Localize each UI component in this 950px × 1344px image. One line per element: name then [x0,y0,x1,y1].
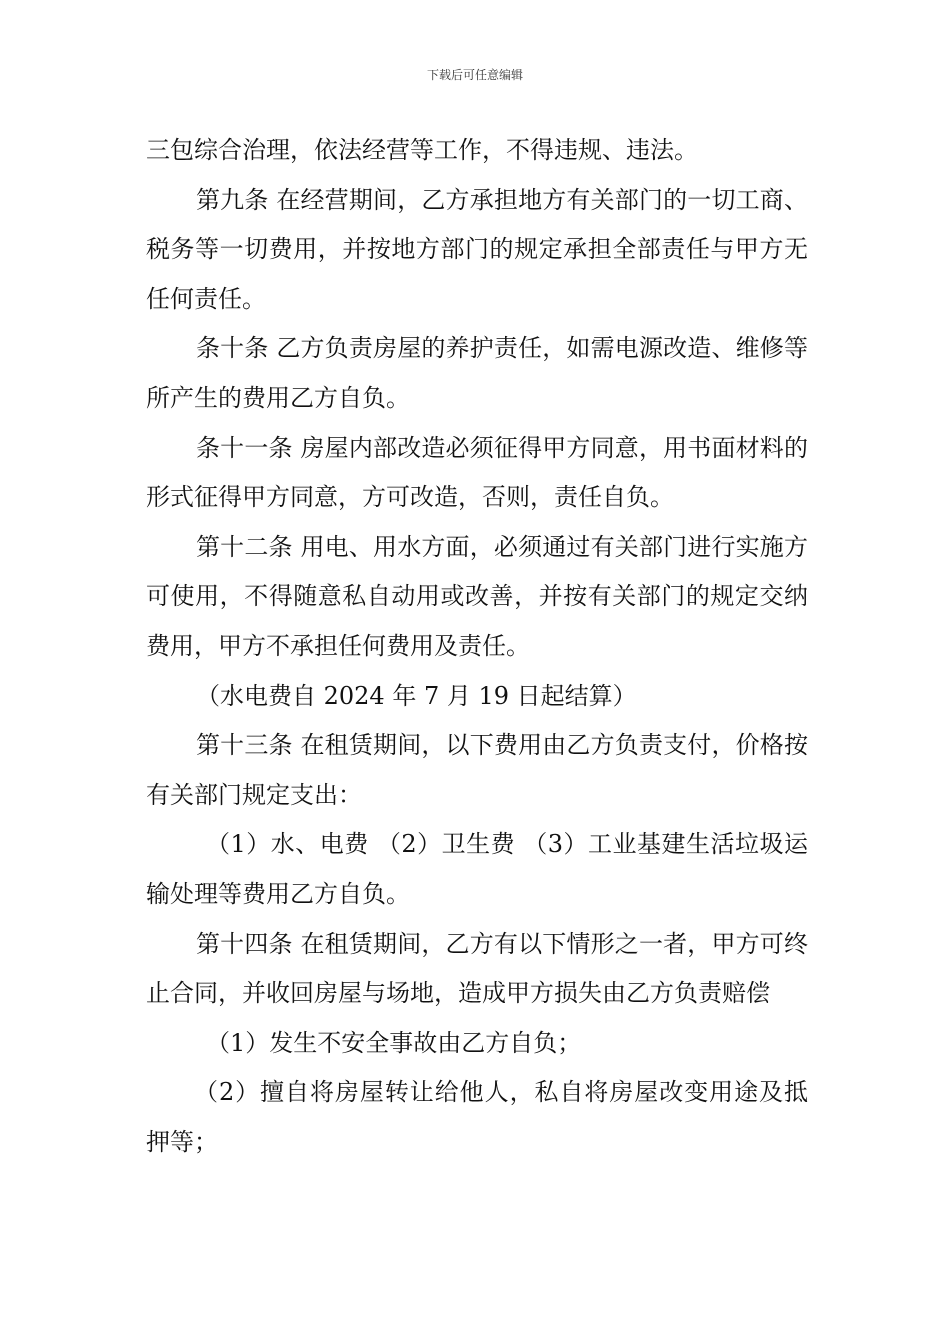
article-14-item-1: （1）发生不安全事故由乙方自负； [206,1028,582,1057]
article-14-item-2: （2）擅自将房屋转让给他人，私自将房屋改变用途及抵押等； [146,1078,808,1156]
article-13: 第十三条 在租赁期间，以下费用由乙方负责支付，价格按有关部门规定支出： [146,731,808,809]
document-body [146,126,808,1167]
paragraph-continuation: 三包综合治理，依法经营等工作，不得违规、违法。 [146,136,698,164]
article-9: 第九条 在经营期间，乙方承担地方有关部门的一切工商、税务等一切费用，并按地方部门的规定承担全部责任与甲方无任何责任。 [146,185,808,313]
article-13-items: （1）水、电费 （2）卫生费 （3）工业基建生活垃圾运输处理等费用乙方自负。 [146,830,808,908]
article-10: 条十条 乙方负责房屋的养护责任，如需电源改造、维修等所产生的费用乙方自负。 [146,334,808,412]
article-14: 第十四条 在租赁期间，乙方有以下情形之一者，甲方可终止合同，并收回房屋与场地，造成甲方损失由乙方负责赔偿 [146,929,808,1008]
page-header-note: 下载后可任意编辑 [426,68,523,82]
article-12: 第十二条 用电、用水方面，必须通过有关部门进行实施方可使用，不得随意私自动用或改善，并按有关部门的规定交纳费用，甲方不承担任何费用及责任。 [146,532,808,660]
article-11: 条十一条 房屋内部改造必须征得甲方同意，用书面材料的形式征得甲方同意，方可改造，否则，责任自负。 [146,433,808,512]
utility-billing-note: （水电费自 2024 年 7 月 19 日起结算） [196,681,637,710]
